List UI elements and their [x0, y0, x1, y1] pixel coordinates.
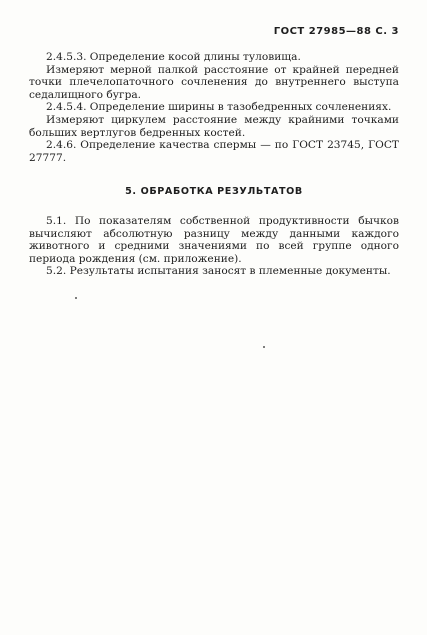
paragraph-5-2: 5.2. Результаты испытания заносят в племенные документы.: [46, 265, 391, 278]
scan-speck: [263, 346, 265, 348]
section-title: 5. ОБРАБОТКА РЕЗУЛЬТАТОВ: [125, 186, 303, 198]
paragraph-5-1: 5.1. По показателям собственной продуктивности бычков вычисляют абсолютную разницу между данными каждого животного и средними значениями по всей группе одного периода рождения (см. приложение).: [29, 214, 399, 265]
paragraph-measure-body-length: Измеряют мерной палкой расстояние от крайней передней точки плечелопаточного сочленения до внутреннего выступа седалищного бугра.: [29, 63, 399, 101]
paragraph-measure-hip-width: Измеряют циркулем расстояние между крайними точками больших вертлугов бедренных костей.: [29, 113, 399, 139]
page-content: [29, 51, 399, 278]
scan-speck: [75, 297, 77, 299]
paragraph-2-4-5-3: 2.4.5.3. Определение косой длины туловища.: [46, 51, 301, 63]
page-header: ГОСТ 27985—88 С. 3: [273, 26, 399, 37]
paragraph-2-4-5-4: 2.4.5.4. Определение ширины в тазобедренных сочленениях.: [46, 101, 392, 114]
paragraph-2-4-6: 2.4.6. Определение качества спермы — по ГОСТ 23745, ГОСТ 27777.: [29, 139, 399, 164]
